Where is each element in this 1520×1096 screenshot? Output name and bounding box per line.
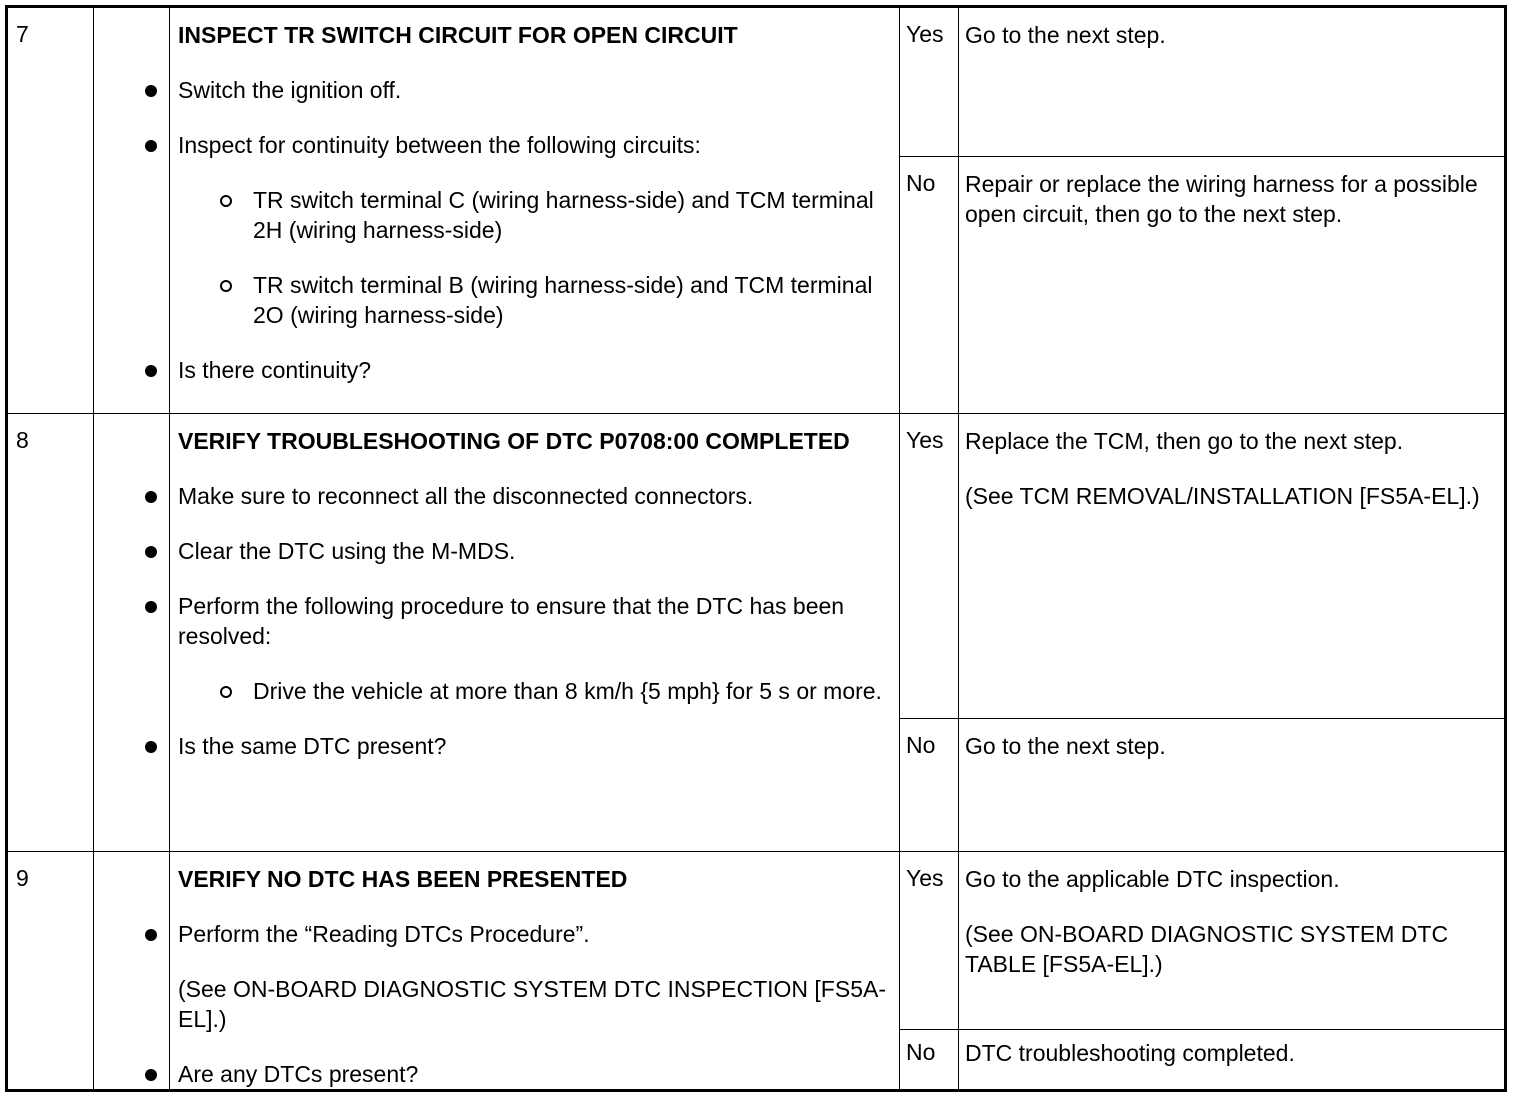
action-text: Replace the TCM, then go to the next step.	[965, 428, 1404, 454]
action-no	[959, 1030, 1506, 1091]
bullet-dot-icon	[145, 601, 157, 613]
sub-instruction-item	[253, 676, 889, 706]
bullet-ring-icon	[220, 686, 232, 698]
action-no	[959, 157, 1506, 414]
action-yes	[959, 414, 1506, 719]
step-heading: VERIFY NO DTC HAS BEEN PRESENTED	[178, 866, 628, 892]
instruction-item	[178, 731, 889, 761]
instruction-item	[178, 591, 889, 651]
instruction-item	[178, 536, 889, 566]
instruction-text: Make sure to reconnect all the disconnected connectors.	[178, 483, 754, 509]
action-text: DTC troubleshooting completed.	[965, 1040, 1295, 1067]
instruction-text: Are any DTCs present?	[178, 1061, 419, 1087]
bullet-dot-icon	[145, 85, 157, 97]
action-text: Go to the applicable DTC inspection.	[965, 866, 1340, 892]
indent-column	[94, 7, 170, 414]
sub-instruction-item	[253, 185, 889, 245]
instruction-item	[178, 355, 889, 385]
action-text: Repair or replace the wiring harness for a possible open circuit, then go to the next step.	[965, 171, 1478, 227]
instruction-item	[178, 130, 889, 160]
step-heading: INSPECT TR SWITCH CIRCUIT FOR OPEN CIRCUIT	[178, 22, 738, 48]
answer-yes: Yes	[900, 414, 959, 719]
indent-column	[94, 852, 170, 1091]
instruction-text: Clear the DTC using the M-MDS.	[178, 538, 516, 564]
bullet-dot-icon	[145, 140, 157, 152]
troubleshooting-table	[5, 5, 1507, 1092]
instruction-item	[178, 1059, 889, 1089]
instruction-text: Is there continuity?	[178, 357, 372, 383]
step-number: 8	[7, 414, 94, 852]
step-instructions	[170, 7, 900, 414]
sub-instruction-text: TR switch terminal C (wiring harness-side) and TCM terminal 2H (wiring harness-side)	[253, 187, 874, 243]
answer-no: No	[900, 1030, 959, 1091]
answer-no: No	[900, 719, 959, 852]
step-instructions	[170, 414, 900, 852]
action-reference: (See TCM REMOVAL/INSTALLATION [FS5A-EL].)	[965, 483, 1480, 509]
action-yes	[959, 852, 1506, 1030]
step-instructions	[170, 852, 900, 1091]
bullet-dot-icon	[145, 365, 157, 377]
step-number: 7	[7, 7, 94, 414]
bullet-dot-icon	[145, 491, 157, 503]
bullet-ring-icon	[220, 195, 232, 207]
action-no	[959, 719, 1506, 852]
bullet-dot-icon	[145, 1069, 157, 1081]
sub-instruction-item	[253, 270, 889, 330]
action-yes	[959, 7, 1506, 157]
action-text: Go to the next step.	[965, 22, 1166, 48]
indent-column	[94, 414, 170, 852]
instruction-item	[178, 481, 889, 511]
bullet-dot-icon	[145, 741, 157, 753]
answer-yes: Yes	[900, 7, 959, 157]
action-reference: (See ON-BOARD DIAGNOSTIC SYSTEM DTC TABLE [FS5A-EL].)	[965, 921, 1449, 977]
instruction-text: Is the same DTC present?	[178, 733, 447, 759]
answer-no: No	[900, 157, 959, 414]
sub-instruction-text: Drive the vehicle at more than 8 km/h {5 mph} for 5 s or more.	[253, 678, 882, 704]
step-number: 9	[7, 852, 94, 1091]
instruction-item	[178, 75, 889, 105]
instruction-item	[178, 919, 889, 949]
sub-instruction-text: TR switch terminal B (wiring harness-side) and TCM terminal 2O (wiring harness-side)	[253, 272, 873, 328]
bullet-dot-icon	[145, 546, 157, 558]
instruction-reference: (See ON-BOARD DIAGNOSTIC SYSTEM DTC INSPECTION [FS5A-EL].)	[178, 976, 886, 1032]
bullet-ring-icon	[220, 280, 232, 292]
step-heading: VERIFY TROUBLESHOOTING OF DTC P0708:00 COMPLETED	[178, 428, 850, 454]
instruction-text: Perform the following procedure to ensure that the DTC has been resolved:	[178, 593, 845, 649]
instruction-text: Perform the “Reading DTCs Procedure”.	[178, 921, 590, 947]
action-text: Go to the next step.	[965, 733, 1166, 759]
instruction-text: Switch the ignition off.	[178, 77, 402, 103]
instruction-text: Inspect for continuity between the following circuits:	[178, 132, 701, 158]
bullet-dot-icon	[145, 929, 157, 941]
answer-yes: Yes	[900, 852, 959, 1030]
